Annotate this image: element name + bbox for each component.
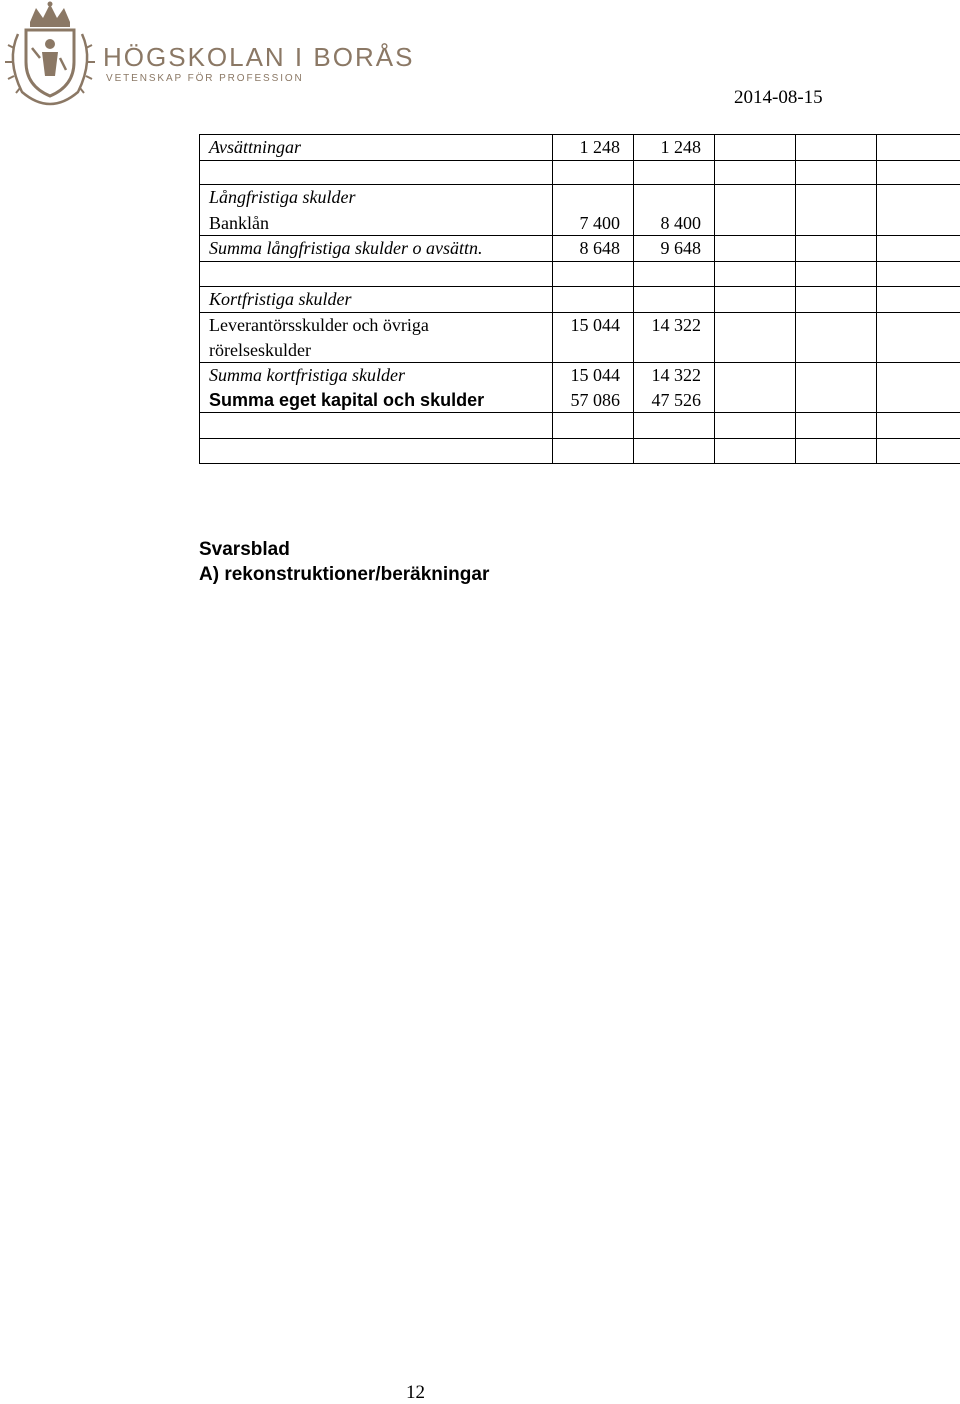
row-summa-eget-kapital-value-1: 57 086 xyxy=(570,390,620,410)
section-heading-kortfristiga: Kortfristiga skulder xyxy=(209,289,352,309)
row-avsattningar-value-1: 1 248 xyxy=(579,137,620,157)
row-summa-eget-kapital-label: Summa eget kapital och skulder xyxy=(209,390,485,410)
logo-name: HÖGSKOLAN I BORÅS xyxy=(103,42,415,72)
row-summa-kortfristiga-value-2: 14 322 xyxy=(651,365,701,385)
row-leverantorsskulder-label-line-1: Leverantörsskulder och övriga xyxy=(209,315,429,335)
row-summa-langfristiga-value-1: 8 648 xyxy=(579,238,620,258)
page-number: 12 xyxy=(406,1382,425,1403)
university-logo xyxy=(0,0,420,110)
row-leverantorsskulder-label-line-2: rörelseskulder xyxy=(209,340,311,360)
balance-sheet-table xyxy=(199,134,960,464)
row-avsattningar-value-2: 1 248 xyxy=(660,137,701,157)
row-leverantorsskulder-value-2: 14 322 xyxy=(651,315,701,335)
row-banklan-value-1: 7 400 xyxy=(579,213,620,233)
row-summa-langfristiga-value-2: 9 648 xyxy=(660,238,701,258)
document-date: 2014-08-15 xyxy=(734,87,823,108)
row-summa-kortfristiga-value-1: 15 044 xyxy=(570,365,620,385)
answer-sheet-title: Svarsblad xyxy=(199,539,290,560)
row-summa-eget-kapital-value-2: 47 526 xyxy=(651,390,701,410)
answer-sheet-heading xyxy=(199,537,489,587)
row-summa-kortfristiga-label: Summa kortfristiga skulder xyxy=(209,365,405,385)
row-banklan-label: Banklån xyxy=(209,213,269,233)
answer-sheet-subtitle: A) rekonstruktioner/beräkningar xyxy=(199,564,490,585)
section-heading-langfristiga: Långfristiga skulder xyxy=(209,187,356,207)
logo-tagline: VETENSKAP FÖR PROFESSION xyxy=(106,73,304,84)
row-banklan-value-2: 8 400 xyxy=(660,213,701,233)
row-summa-langfristiga-label: Summa långfristiga skulder o avsättn. xyxy=(209,238,483,258)
crest-icon xyxy=(0,0,100,108)
row-leverantorsskulder-value-1: 15 044 xyxy=(570,315,620,335)
row-avsattningar-label: Avsättningar xyxy=(209,137,302,157)
